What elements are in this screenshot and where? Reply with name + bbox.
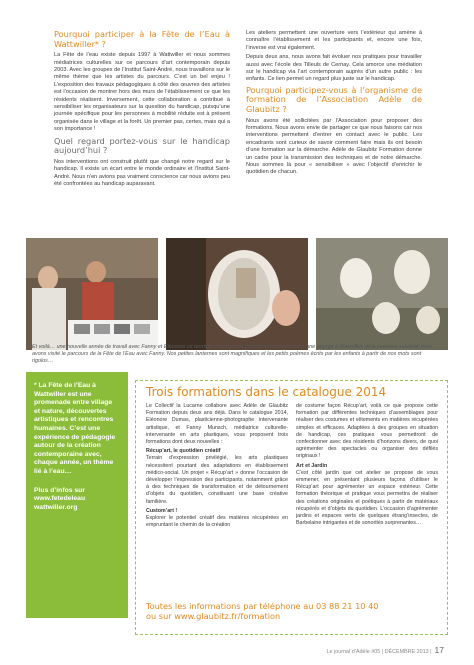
photo-strip bbox=[26, 238, 448, 350]
contact-info bbox=[146, 601, 436, 622]
paragraph: Terrain d’expression privilégié, les arts plastiques nécessitent pourtant des adaptations en établissement médico-social. Un projet « Récup’art » donne l’occasion de développer l’expression des participants, notamment grâce à des techniques de transformation et de détournement d’objets du quotidien, constituant une base créative familière. bbox=[146, 455, 288, 505]
left-column bbox=[54, 30, 230, 190]
paragraph: C’est côté jardin que cet atelier se propose de vous emmener, en présentant plusieurs façons d’utiliser le Récup’art pour agrémenter un espace extérieur. Cette formation théorique et pratique vous permettra de réaliser des créations originales et poétiques à partir de matériaux récupérés et d’objets du quotidien. L’occasion d’agrémenter jardins et espaces verts de quelques étrang’insectes, de Barbelaine intrigantes et de sonorités surprenantes… bbox=[296, 469, 438, 527]
subheading-art-jardin: Art et Jardin bbox=[296, 462, 328, 469]
heading-regard-handicap: Quel regard portez-vous sur le handicap aujourd’hui ? bbox=[54, 135, 230, 156]
photo-lantern-hand bbox=[166, 238, 308, 350]
paragraph: de costume façon Récup’art, voilà ce que propose cette formation par différentes techniques d’assemblages pour réaliser des costumes et vêtements en matières récupérées simples et efficaces. Adaptées à des groupes en situation de handicap, ces pratiques vous permettront de confectionner avec des résidents d’horizons divers, de quoi agrémenter des spectacles ou organiser des défilés originaux ! bbox=[296, 403, 438, 460]
contact-website[interactable]: ou sur www.glaubitz.fr/formation bbox=[146, 611, 281, 622]
paragraph: Nous avons été sollicitées par l’Association pour proposer des formations. Nous avons envie de partager ce que nous faisons car nos interventions permettent d’entrer en contact avec le public. Les encadrants sont curieux de savoir comment faire mais ils ont besoin d’une formation sur la démarche. Adèle de Glaubitz Formation donne un cadre pour la transmission des techniques et de notre démarche. Nous sommes là pour « sensibiliser » avec l’objectif d’enrichir le quotidien de chacun. bbox=[246, 117, 422, 176]
paragraph: Le Collectif la Lucarne collabore avec Adèle de Glaubitz Formation depuis deux ans déjà. Dans le catalogue 2014, Eléonore Dumas, plasticienne-photographe intervenante artistique, et Fanny Munsch, médiatrice culturelle-intervenante en arts plastiques, vous proposent trois formations dont deux nouvelles : bbox=[146, 403, 288, 446]
paragraph: Depuis deux ans, nous avons fait évoluer nos pratiques pour travailler aussi avec l’école des Tilleuls de Cernay. Cela amorce une médiation sur le handicap via l’art contemporain auprès d’un autre public : les enfants. Ce lien permet un regard plus juste sur le handicap. bbox=[246, 54, 422, 83]
paragraph: Les ateliers permettent une ouverture vers l’extérieur qui amène à connaître l’établissement et les participants et, encore une fois, l’inverse est vrai également. bbox=[246, 30, 422, 51]
page-footer bbox=[327, 645, 444, 655]
sidebar-text: * La Fête de l’Eau à Wattwiller est une promenade entre village et nature, découvertes artistiques et rencontres humaines. C’est une expérience de pédagogie autour de la création contemporaine avec, chaque année, un thème lié à l’eau… bbox=[34, 382, 116, 475]
paragraph: Explorer le potentiel créatif des matières récupérées en empruntant le chemin de la création bbox=[146, 515, 288, 529]
photo-people-looking bbox=[26, 238, 158, 350]
sidebar-fete-eau bbox=[26, 372, 128, 618]
photo-caption: Et voilà… une nouvelle année de travail avec Fanny et Eléonore se termine. Nous avons installé notre travail dans une grange à Wattwiller, et la semaine suivante nous avons visité le parcours de la Fête de l’Eau avec Fanny. Nos petites lanternes sont magnifiques et les petits poèmes écrits par les enfants à partir de nos mots sont rigolos… bbox=[32, 344, 433, 365]
subheading-recup-art: Récup’art, le quotidien créatif bbox=[146, 448, 221, 455]
sidebar-link[interactable]: www.fetedeleau wattwiller.org bbox=[34, 495, 86, 511]
paragraph: Nos interventions ont construit plutôt que changé notre regard sur le handicap. Il existe un écart entre le monde ordinaire et l’Institut Saint-André. Nous n’en avions pas vraiment conscience car nous avions peu été confrontées au handicap auparavant. bbox=[54, 158, 230, 188]
right-column bbox=[246, 30, 422, 179]
formations-box bbox=[135, 380, 448, 635]
heading-fete-eau: Pourquoi participer à la Fête de l’Eau à Wattwiller* ? bbox=[54, 29, 230, 49]
contact-phone[interactable]: Toutes les informations par téléphone au 03 88 21 10 40 bbox=[146, 601, 379, 611]
heading-formation: Pourquoi participez-vous à l’organisme de formation de l’Association Adèle de Glaubitz ? bbox=[246, 84, 422, 115]
paragraph: La Fête de l’eau existe depuis 1997 à Wattwiller et nous sommes médiatrices culturelles sur ce parcours d’art contemporain depuis 2003. Avec les groupes de l’Institut Saint-André, nous travaillons sur le même thème que les artistes du parcours. C’est un bel enjeu ! L’exposition des travaux pédagogiques à côté des œuvres des artistes est l’occasion de montrer hors des murs de l’établissement ce que les résidents réalisent. Inversement, cette collaboration a contribué à sensibiliser les organisateurs sur la question du handicap, puisqu’une journée spécifique pour les personnes à mobilité réduite est à présent organisée dans le village et la forêt. Un premier pas, certes, mais qui a son importance ! bbox=[54, 52, 230, 133]
sidebar-link-label: Plus d’infos sur bbox=[34, 486, 85, 494]
formations-column-right bbox=[296, 403, 438, 529]
page-number: 17 bbox=[434, 645, 444, 655]
formations-column-left bbox=[146, 403, 288, 531]
issue-label: Le journal d’Adèle #05 | DÉCEMBRE 2013 | bbox=[326, 649, 432, 655]
subheading-custom-art: Custom’art ! bbox=[146, 507, 178, 514]
formations-title: Trois formations dans le catalogue 2014 bbox=[146, 385, 387, 399]
photo-lanterns-garden bbox=[316, 238, 448, 350]
